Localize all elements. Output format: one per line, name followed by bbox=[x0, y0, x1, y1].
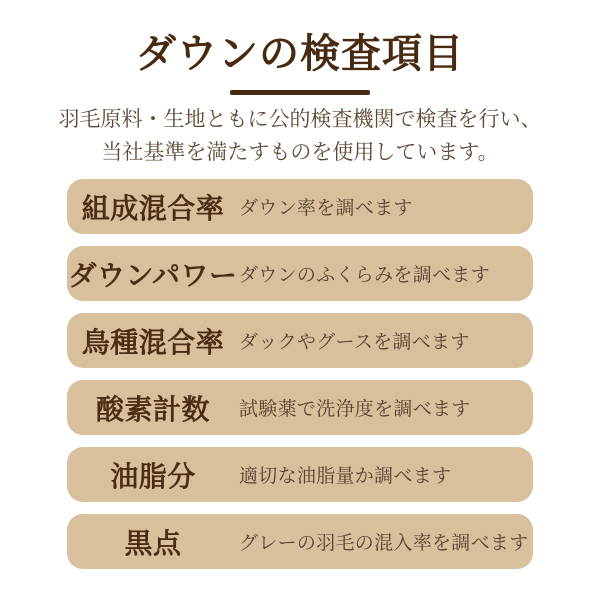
inspection-item-name: ダウンパワー bbox=[68, 259, 238, 291]
inspection-item-name: 黒点 bbox=[124, 527, 182, 559]
subtitle-line-1: 羽毛原料・生地ともに公的検査機関で検査を行い、 bbox=[58, 108, 542, 131]
inspection-item-description: グレーの羽毛の混入率を調べます bbox=[239, 533, 529, 554]
inspection-item-description: 適切な油脂量か調べます bbox=[239, 466, 452, 487]
subtitle-line-2: 当社基準を満たすものを使用しています。 bbox=[101, 141, 499, 164]
title-underline bbox=[230, 90, 370, 95]
page-subtitle bbox=[0, 103, 600, 169]
inspection-item-name: 組成混合率 bbox=[81, 192, 225, 224]
inspection-item-description: ダックやグースを調べます bbox=[239, 332, 470, 353]
page-title: ダウンの検査項目 bbox=[136, 32, 464, 76]
inspection-item-name: 油脂分 bbox=[110, 460, 196, 492]
inspection-row-composition bbox=[67, 179, 533, 234]
inspection-item-description: 試験薬で洗浄度を調べます bbox=[239, 399, 471, 420]
inspection-row-list bbox=[67, 179, 533, 569]
inspection-row-oxygen-number bbox=[67, 380, 533, 435]
inspection-item-description: ダウン率を調べます bbox=[239, 198, 413, 219]
inspection-row-black-spots bbox=[67, 514, 533, 569]
inspection-row-down-power bbox=[67, 246, 533, 301]
inspection-row-fat-content bbox=[67, 447, 533, 502]
inspection-row-bird-species bbox=[67, 313, 533, 368]
inspection-item-name: 鳥種混合率 bbox=[81, 326, 225, 358]
inspection-item-description: ダウンのふくらみを調べます bbox=[239, 265, 490, 286]
inspection-item-name: 酸素計数 bbox=[95, 393, 210, 425]
